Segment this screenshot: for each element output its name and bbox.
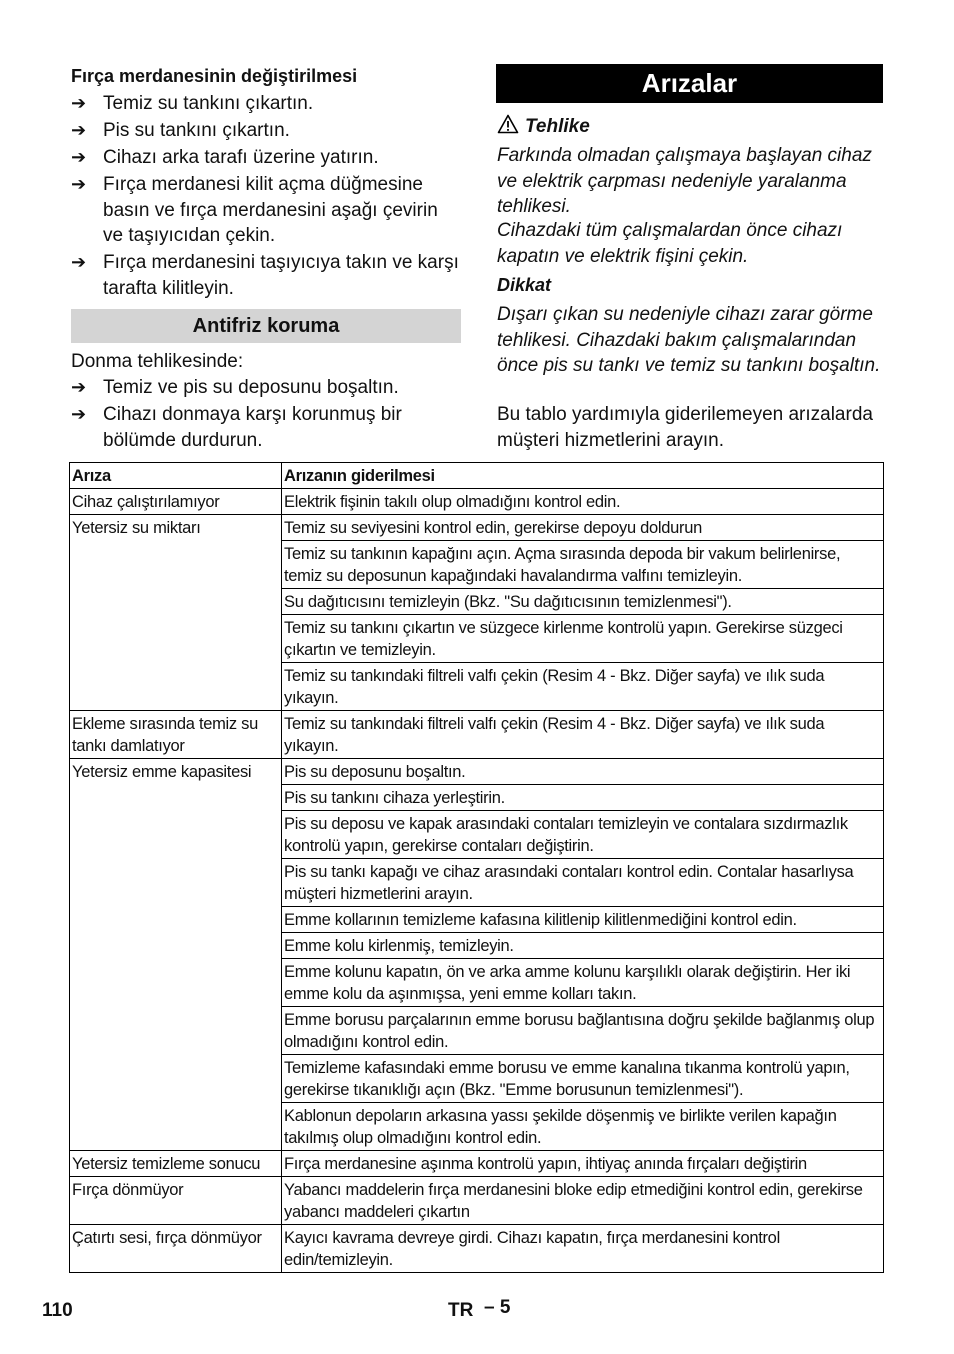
arrow-right-icon: ➔ (71, 252, 87, 272)
fault-cell: Cihaz çalıştırılamıyor (70, 489, 282, 515)
table-row (70, 1225, 884, 1273)
remedy-cell: Fırça merdanesine aşınma kontrolü yapın, ihtiyaç anında fırçaları değiştirin (282, 1151, 884, 1177)
remedy-cell: Emme kolunu kapatın, ön ve arka amme kolunu karşılıklı olarak değiştirin. Her iki emme kolu da aşınmışsa, yeni emme kolları takın. (282, 959, 884, 1007)
fault-cell: Yetersiz emme kapasitesi (70, 759, 282, 1151)
arrow-right-icon: ➔ (71, 147, 87, 167)
remedy-cell: Pis su deposu ve kapak arasındaki contaları temizleyin ve contalara sızdırmazlık kontrolü yapın, gerekirse contaları değiştirin. (282, 811, 884, 859)
header-fault: Arıza (70, 463, 282, 489)
fault-cell: Ekleme sırasında temiz su tankı damlatıyor (70, 711, 282, 759)
list-item: ➔ Pis su tankını çıkartın. (71, 118, 463, 144)
remedy-cell: Temizleme kafasındaki emme borusu ve emme kanalına tıkanma kontrolü yapın, gerekirse tıkanıklığı açın (Bkz. "Emme borusunun temizlenmesi"). (282, 1055, 884, 1103)
arrow-right-icon: ➔ (71, 93, 87, 113)
danger-text-1: Farkında olmadan çalışmaya başlayan cihaz ve elektrik çarpması nedeniyle yaralanma tehlikesi. (497, 145, 872, 217)
arrow-right-icon: ➔ (71, 377, 87, 397)
danger-label: Tehlike (525, 116, 590, 137)
remedy-cell: Kablonun depoların arkasına yassı şekilde döşenmiş ve birlikte verilen kapağın takılmış olup olmadığını kontrol edin. (282, 1103, 884, 1151)
brush-replacement-heading: Fırça merdanesinin değiştirilmesi (71, 66, 358, 86)
brush-steps-list (71, 91, 463, 301)
remedy-cell: Temiz su seviyesini kontrol edin, gerekirse depoyu doldurun (282, 515, 884, 541)
remedy-cell: Pis su tankını cihaza yerleştirin. (282, 785, 884, 811)
danger-text-2: Cihazdaki tüm çalışmalardan önce cihazı kapatın ve elektrik fişini çekin. (497, 220, 843, 267)
remedy-cell: Emme kollarının temizleme kafasına kilitlenip kilitlenmediğini kontrol edin. (282, 907, 884, 933)
table-row (70, 711, 884, 759)
remedy-cell: Pis su tankı kapağı ve cihaz arasındaki contaları kontrol edin. Contalar hasarlıysa müşteri hizmetlerini arayın. (282, 859, 884, 907)
list-item: ➔ Temiz su tankını çıkartın. (71, 91, 463, 117)
list-item: ➔ Temiz ve pis su deposunu boşaltın. (71, 375, 463, 401)
header-remedy: Arızanın giderilmesi (282, 463, 884, 489)
table-header-row (70, 463, 884, 489)
list-item: ➔ Cihazı donmaya karşı korunmuş bir bölümde durdurun. (71, 404, 402, 451)
fault-cell: Yetersiz temizleme sonucu (70, 1151, 282, 1177)
danger-label-row (497, 114, 590, 138)
table-row (70, 1151, 884, 1177)
faults-heading: Arızalar (496, 64, 883, 103)
remedy-cell: Temiz su tankının kapağını açın. Açma sırasında depoda bir vakum belirlenirse, temiz su deposunun kapağındaki havalandırma valfını temizleyin. (282, 541, 884, 589)
fault-cell: Çatırtı sesi, fırça dönmüyor (70, 1225, 282, 1273)
caution-text: Dışarı çıkan su nedeniyle cihazı zarar görme tehlikesi. Cihazdaki bakım çalışmalarından önce pis su tankı ve temiz su tankını boşaltın. (497, 304, 881, 376)
remedy-cell: Kayıcı kavrama devreye girdi. Cihazı kapatın, fırça merdanesini kontrol edin/temizleyin. (282, 1225, 884, 1273)
note-text: Bu tablo yardımıyla giderilemeyen arızalarda müşteri hizmetlerini arayın. (497, 404, 873, 451)
remedy-cell: Elektrik fişinin takılı olup olmadığını kontrol edin. (282, 489, 884, 515)
table-row (70, 759, 884, 785)
antifreeze-intro: Donma tehlikesinde: (71, 351, 244, 372)
table-row (70, 1177, 884, 1225)
page-number: 110 (42, 1300, 73, 1321)
arrow-right-icon: ➔ (71, 174, 87, 194)
list-item: ➔ Fırça merdanesini taşıyıcıya takın ve karşı tarafta kilitleyin. (71, 252, 459, 299)
caution-label: Dikkat (497, 275, 552, 295)
remedy-cell: Temiz su tankını çıkartın ve süzgece kirlenme kontrolü yapın. Gerekirse süzgeci çıkartın ve temizleyin. (282, 615, 884, 663)
fault-cell: Fırça dönmüyor (70, 1177, 282, 1225)
remedy-cell: Temiz su tankındaki filtreli valfı çekin (Resim 4 - Bkz. Diğer sayfa) ve ılık suda yıkayın. (282, 711, 884, 759)
fault-table (69, 462, 884, 1273)
footer-lang: TR (448, 1300, 474, 1321)
antifreeze-steps-list (71, 375, 463, 453)
remedy-cell: Emme borusu parçalarının emme borusu bağlantısına doğru şekilde bağlanmış olup olmadığını kontrol edin. (282, 1007, 884, 1055)
antifreeze-heading: Antifriz koruma (71, 309, 461, 343)
remedy-cell: Pis su deposunu boşaltın. (282, 759, 884, 785)
arrow-right-icon: ➔ (71, 120, 87, 140)
list-item: ➔ Cihazı arka tarafı üzerine yatırın. (71, 145, 463, 171)
arrow-right-icon: ➔ (71, 404, 87, 424)
table-row (70, 515, 884, 541)
footer-section-page: – 5 (484, 1297, 511, 1318)
remedy-cell: Emme kolu kirlenmiş, temizleyin. (282, 933, 884, 959)
remedy-cell: Su dağıtıcısını temizleyin (Bkz. "Su dağıtıcısının temizlenmesi"). (282, 589, 884, 615)
fault-cell: Yetersiz su miktarı (70, 515, 282, 711)
remedy-cell: Temiz su tankındaki filtreli valfı çekin (Resim 4 - Bkz. Diğer sayfa) ve ılık suda yıkayın. (282, 663, 884, 711)
remedy-cell: Yabancı maddelerin fırça merdanesini bloke edip etmediğini kontrol edin, gerekirse yabancı maddeleri çıkartın (282, 1177, 884, 1225)
list-item: ➔ Fırça merdanesi kilit açma düğmesine basın ve fırça merdanesini aşağı çevirin ve taşıyıcıdan çekin. (71, 174, 438, 246)
warning-triangle-icon (497, 114, 519, 134)
table-row (70, 489, 884, 515)
